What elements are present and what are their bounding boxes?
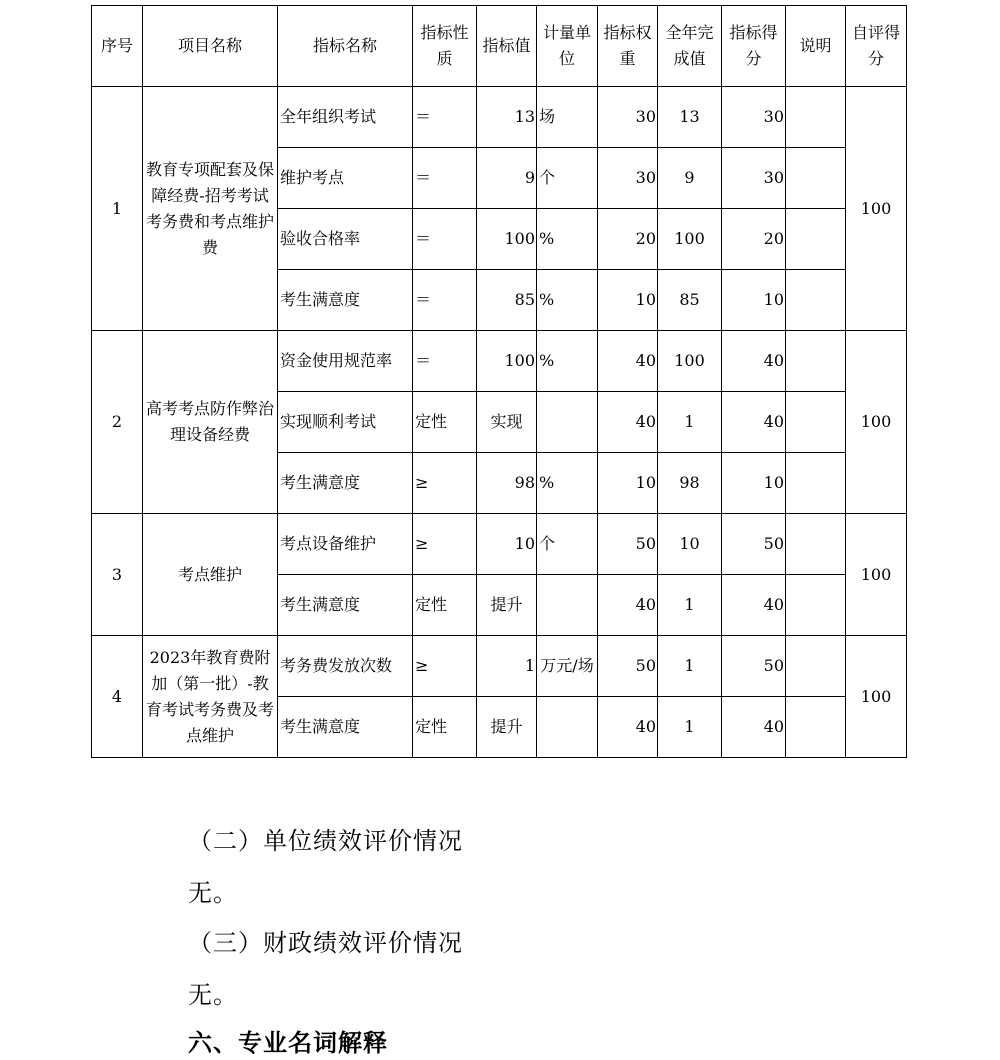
indicator-value: 100 — [477, 331, 537, 392]
fiscal-eval-heading: （三）财政绩效评价情况 — [188, 929, 463, 957]
indicator-unit: % — [537, 453, 598, 514]
project-name: 考点维护 — [143, 514, 278, 636]
unit-eval-heading: （二）单位绩效评价情况 — [188, 827, 463, 855]
indicator-value: 100 — [477, 209, 537, 270]
indicator-note — [786, 392, 846, 453]
indicator-points: 10 — [722, 270, 786, 331]
indicator-unit — [537, 575, 598, 636]
indicator-weight: 10 — [598, 453, 658, 514]
indicator-value: 9 — [477, 148, 537, 209]
project-name: 2023年教育费附加（第一批）-教育考试考务费及考点维护 — [143, 636, 278, 758]
self-score: 100 — [846, 636, 907, 758]
indicator-points: 40 — [722, 697, 786, 758]
indicator-value: 13 — [477, 87, 537, 148]
project-name: 教育专项配套及保障经费-招考考试考务费和考点维护费 — [143, 87, 278, 331]
project-no: 1 — [92, 87, 143, 331]
indicator-points: 50 — [722, 636, 786, 697]
indicator-nature: 定性 — [413, 392, 477, 453]
table-row — [92, 514, 907, 575]
indicator-actual: 1 — [658, 636, 722, 697]
indicator-unit: 万元/场 — [537, 636, 598, 697]
indicator-actual: 100 — [658, 209, 722, 270]
header-cell: 计量单位 — [537, 6, 598, 87]
indicator-actual: 100 — [658, 331, 722, 392]
self-score: 100 — [846, 331, 907, 514]
indicator-note — [786, 331, 846, 392]
unit-eval-text: 无。 — [188, 879, 238, 907]
indicator-unit: % — [537, 209, 598, 270]
indicator-name: 考生满意度 — [278, 453, 413, 514]
table-row — [92, 636, 907, 697]
indicator-note — [786, 697, 846, 758]
project-no: 3 — [92, 514, 143, 636]
project-no: 2 — [92, 331, 143, 514]
indicator-weight: 30 — [598, 87, 658, 148]
indicator-unit: 场 — [537, 87, 598, 148]
indicator-value: 98 — [477, 453, 537, 514]
indicator-points: 30 — [722, 87, 786, 148]
indicator-note — [786, 514, 846, 575]
indicator-unit: 个 — [537, 148, 598, 209]
indicator-weight: 50 — [598, 636, 658, 697]
indicator-actual: 1 — [658, 575, 722, 636]
indicator-points: 40 — [722, 575, 786, 636]
indicator-weight: 50 — [598, 514, 658, 575]
indicator-note — [786, 209, 846, 270]
indicator-note — [786, 575, 846, 636]
indicator-unit: % — [537, 270, 598, 331]
indicator-nature: 定性 — [413, 575, 477, 636]
indicator-value: 提升 — [477, 697, 537, 758]
indicator-name: 实现顺利考试 — [278, 392, 413, 453]
indicator-nature: ≥ — [413, 453, 477, 514]
header-cell: 指标性质 — [413, 6, 477, 87]
indicator-name: 考点设备维护 — [278, 514, 413, 575]
indicator-actual: 13 — [658, 87, 722, 148]
indicator-weight: 40 — [598, 575, 658, 636]
indicator-name: 考生满意度 — [278, 270, 413, 331]
indicator-nature: ＝ — [413, 87, 477, 148]
table-row — [92, 331, 907, 392]
indicator-value: 提升 — [477, 575, 537, 636]
indicator-weight: 30 — [598, 148, 658, 209]
indicator-name: 资金使用规范率 — [278, 331, 413, 392]
indicator-value: 85 — [477, 270, 537, 331]
indicator-name: 考生满意度 — [278, 575, 413, 636]
header-cell: 序号 — [92, 6, 143, 87]
indicator-nature: ≥ — [413, 636, 477, 697]
indicator-actual: 1 — [658, 697, 722, 758]
header-cell: 指标得分 — [722, 6, 786, 87]
indicator-actual: 85 — [658, 270, 722, 331]
indicator-unit — [537, 392, 598, 453]
indicator-weight: 20 — [598, 209, 658, 270]
indicator-unit — [537, 697, 598, 758]
indicator-note — [786, 148, 846, 209]
indicator-unit: 个 — [537, 514, 598, 575]
self-score: 100 — [846, 87, 907, 331]
indicator-note — [786, 636, 846, 697]
indicator-note — [786, 453, 846, 514]
fiscal-eval-text: 无。 — [188, 981, 238, 1009]
header-cell: 指标权重 — [598, 6, 658, 87]
indicator-points: 50 — [722, 514, 786, 575]
indicator-name: 考务费发放次数 — [278, 636, 413, 697]
indicator-nature: ＝ — [413, 209, 477, 270]
self-score: 100 — [846, 514, 907, 636]
indicator-note — [786, 270, 846, 331]
table-row — [92, 87, 907, 148]
indicator-nature: ≥ — [413, 514, 477, 575]
project-no: 4 — [92, 636, 143, 758]
indicator-nature: ＝ — [413, 270, 477, 331]
header-cell: 项目名称 — [143, 6, 278, 87]
header-cell: 全年完成值 — [658, 6, 722, 87]
indicator-actual: 9 — [658, 148, 722, 209]
indicator-nature: ＝ — [413, 331, 477, 392]
indicator-actual: 10 — [658, 514, 722, 575]
indicator-name: 全年组织考试 — [278, 87, 413, 148]
project-name: 高考考点防作弊治理设备经费 — [143, 331, 278, 514]
indicator-actual: 1 — [658, 392, 722, 453]
header-cell: 说明 — [786, 6, 846, 87]
indicator-nature: ＝ — [413, 148, 477, 209]
header-cell: 自评得分 — [846, 6, 907, 87]
indicator-name: 验收合格率 — [278, 209, 413, 270]
table-header-row — [92, 6, 907, 87]
header-cell: 指标名称 — [278, 6, 413, 87]
indicator-weight: 40 — [598, 697, 658, 758]
indicator-points: 10 — [722, 453, 786, 514]
indicator-points: 40 — [722, 392, 786, 453]
header-cell: 指标值 — [477, 6, 537, 87]
indicator-actual: 98 — [658, 453, 722, 514]
indicator-points: 30 — [722, 148, 786, 209]
indicator-name: 考生满意度 — [278, 697, 413, 758]
indicator-name: 维护考点 — [278, 148, 413, 209]
indicator-value: 10 — [477, 514, 537, 575]
indicator-weight: 40 — [598, 331, 658, 392]
indicator-value: 1 — [477, 636, 537, 697]
indicator-note — [786, 87, 846, 148]
indicator-unit: % — [537, 331, 598, 392]
indicator-weight: 10 — [598, 270, 658, 331]
indicator-points: 40 — [722, 331, 786, 392]
indicator-weight: 40 — [598, 392, 658, 453]
performance-table — [91, 5, 907, 758]
glossary-heading: 六、专业名词解释 — [188, 1028, 388, 1057]
indicator-value: 实现 — [477, 392, 537, 453]
indicator-points: 20 — [722, 209, 786, 270]
indicator-nature: 定性 — [413, 697, 477, 758]
